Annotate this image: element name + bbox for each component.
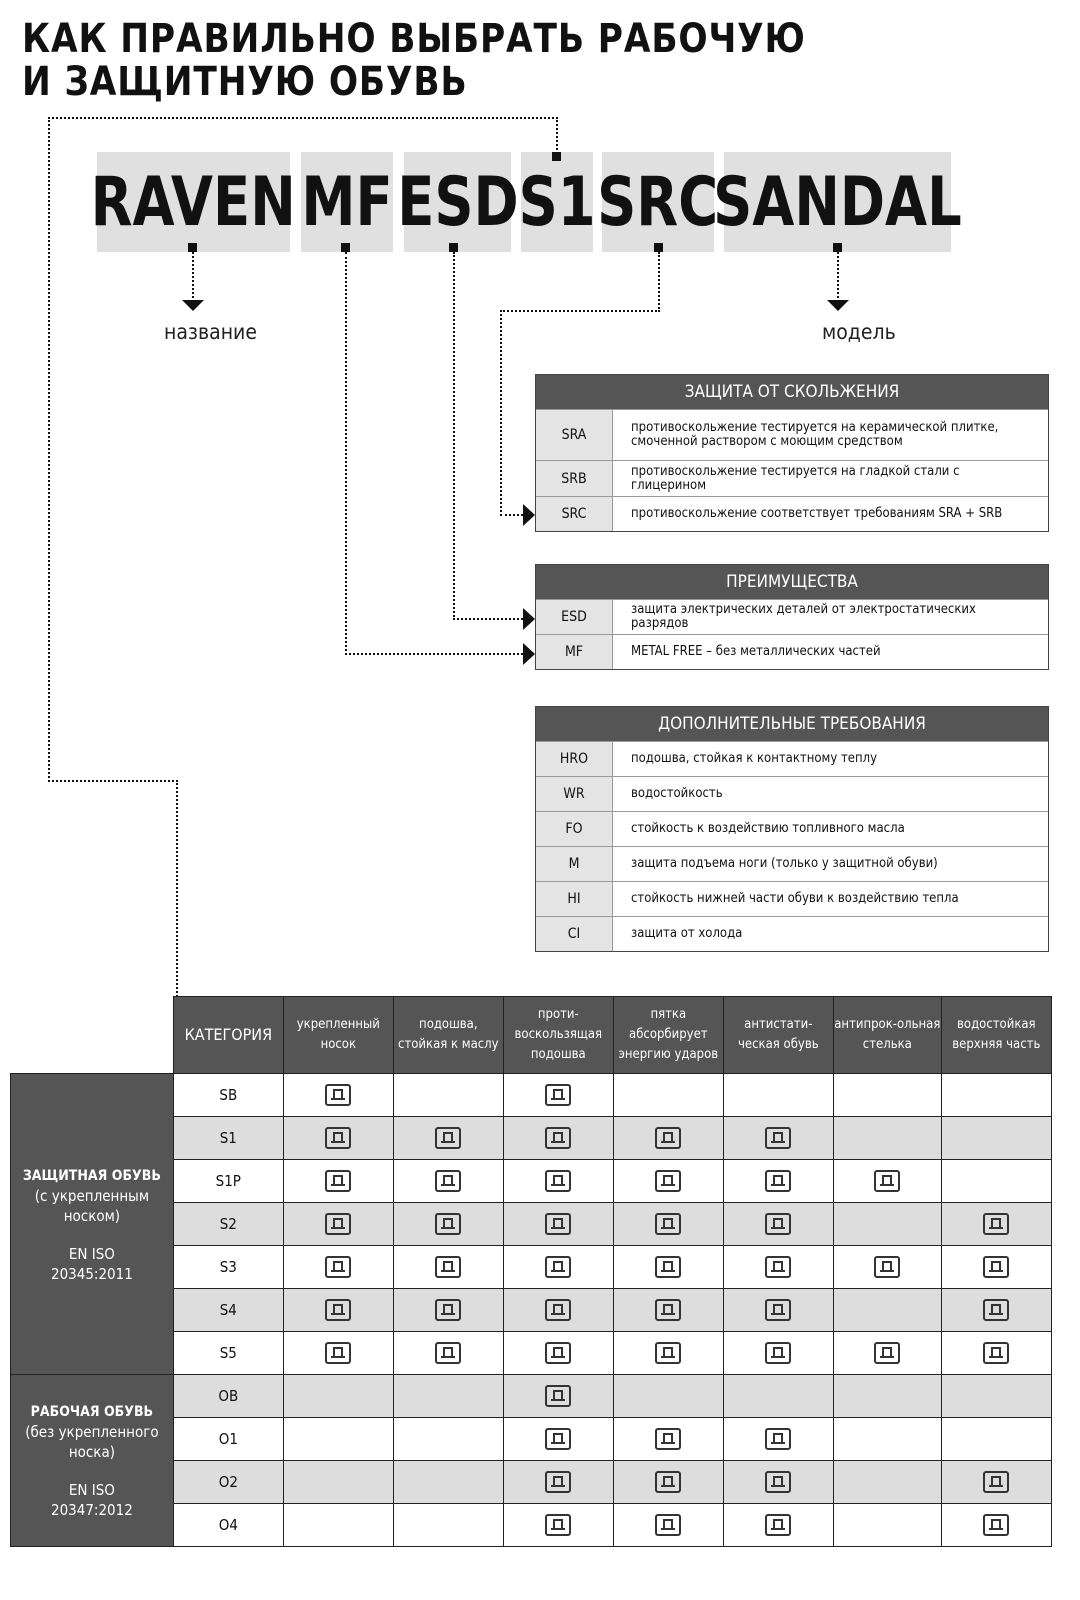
extra-requirements-box [535,706,1049,952]
shoe-feature-icon [325,1084,351,1106]
shoe-feature-icon [325,1213,351,1235]
connector-line [658,252,660,312]
advantage-row [536,634,1048,669]
shoe-feature-icon [655,1471,681,1493]
feature-cell [941,1074,1051,1117]
feature-cell [613,1160,723,1203]
feature-cell [613,1203,723,1246]
label-model: модель [822,320,896,344]
feature-cell [283,1203,393,1246]
shoe-feature-icon [655,1514,681,1536]
shoe-feature-icon [983,1514,1009,1536]
category-cell: SB [173,1074,283,1117]
extra-code: HRO [536,742,613,776]
title-line-2: И ЗАЩИТНУЮ ОБУВЬ [22,59,468,105]
feature-cell [723,1504,833,1547]
code-block-model: SANDAL [724,152,951,252]
feature-cell [393,1203,503,1246]
feature-cell [941,1289,1051,1332]
feature-cell [941,1117,1051,1160]
shoe-feature-icon [983,1213,1009,1235]
feature-cell [393,1160,503,1203]
feature-cell [941,1504,1051,1547]
extra-desc: подошва, стойкая к контактному теплу [631,751,878,766]
shoe-feature-icon [545,1428,571,1450]
table-row [11,1375,1052,1418]
feature-cell [503,1289,613,1332]
column-header: антипрок-ольная стелька [833,997,941,1074]
shoe-feature-icon [765,1342,791,1364]
feature-cell [393,1117,503,1160]
feature-cell [503,1332,613,1375]
connector-dot [341,243,350,252]
connector-line [345,252,347,655]
advantage-code: MF [536,635,613,669]
slip-code: SRA [536,410,613,460]
feature-cell [613,1504,723,1547]
feature-cell [723,1461,833,1504]
feature-cell [833,1418,941,1461]
feature-cell [613,1461,723,1504]
shoe-feature-icon [655,1428,681,1450]
table-body [11,1074,1052,1547]
shoe-feature-icon [765,1256,791,1278]
shoe-feature-icon [545,1385,571,1407]
slip-row [536,409,1048,460]
extra-row [536,846,1048,881]
shoe-feature-icon [765,1299,791,1321]
connector-line [500,514,523,516]
group-title: РАБОЧАЯ ОБУВЬ [30,1404,154,1420]
extra-row [536,881,1048,916]
advantage-row [536,599,1048,634]
category-table [10,996,1052,1547]
shoe-feature-icon [765,1514,791,1536]
feature-cell [613,1418,723,1461]
connector-line [48,780,178,782]
table-header-row [11,997,1052,1074]
shoe-feature-icon [765,1170,791,1192]
shoe-feature-icon [655,1127,681,1149]
shoe-feature-icon [874,1170,900,1192]
connector-line [345,653,523,655]
shoe-feature-icon [983,1299,1009,1321]
shoe-feature-icon [545,1170,571,1192]
group-subtitle: (с укрепленным носком) [34,1186,150,1225]
extra-row [536,916,1048,951]
shoe-feature-icon [983,1256,1009,1278]
shoe-feature-icon [983,1471,1009,1493]
table-corner [11,997,174,1074]
extra-requirements-header: ДОПОЛНИТЕЛЬНЫЕ ТРЕБОВАНИЯ [536,707,1048,741]
feature-cell [833,1160,941,1203]
feature-cell [833,1117,941,1160]
group-subtitle: (без укрепленного носка) [25,1423,159,1461]
feature-cell [503,1418,613,1461]
feature-cell [393,1461,503,1504]
shoe-feature-icon [435,1170,461,1192]
feature-cell [503,1246,613,1289]
shoe-feature-icon [435,1256,461,1278]
category-cell: O2 [173,1461,283,1504]
code-block-name: RAVEN [97,152,290,252]
shoe-feature-icon [325,1256,351,1278]
feature-cell [613,1074,723,1117]
feature-cell [283,1332,393,1375]
connector-line [48,117,50,782]
category-cell: O1 [173,1418,283,1461]
shoe-feature-icon [545,1299,571,1321]
advantage-desc: защита электрических деталей от электростатических разрядов [631,602,976,631]
feature-cell [723,1289,833,1332]
column-header: КАТЕГОРИЯ [173,997,283,1074]
feature-cell [503,1504,613,1547]
column-header: водостойкая верхняя часть [941,997,1051,1074]
feature-cell [393,1289,503,1332]
connector-line [453,252,455,620]
feature-cell [503,1160,613,1203]
category-cell: S3 [173,1246,283,1289]
shoe-feature-icon [435,1127,461,1149]
group-standard: EN ISO 20347:2012 [51,1481,133,1519]
feature-cell [613,1289,723,1332]
shoe-feature-icon [325,1127,351,1149]
feature-cell [723,1117,833,1160]
extra-code: M [536,847,613,881]
shoe-feature-icon [435,1213,461,1235]
shoe-feature-icon [874,1342,900,1364]
feature-cell [833,1461,941,1504]
code-block-src: SRC [602,152,714,252]
connector-dot [449,243,458,252]
category-cell: S5 [173,1332,283,1375]
connector-line [500,310,660,312]
table-row [11,1074,1052,1117]
feature-cell [613,1117,723,1160]
connector-line [837,252,839,298]
feature-cell [613,1246,723,1289]
feature-cell [283,1418,393,1461]
shoe-feature-icon [874,1256,900,1278]
arrow-down-icon [182,300,204,311]
shoe-feature-icon [325,1170,351,1192]
feature-cell [833,1246,941,1289]
category-cell: OB [173,1375,283,1418]
feature-cell [503,1461,613,1504]
column-header: пятка абсорбирует энергию ударов [613,997,723,1074]
feature-cell [283,1504,393,1547]
title-line-1: КАК ПРАВИЛЬНО ВЫБРАТЬ РАБОЧУЮ [22,16,806,62]
code-block-esd: ESD [404,152,511,252]
shoe-feature-icon [655,1342,681,1364]
shoe-feature-icon [545,1213,571,1235]
feature-cell [941,1418,1051,1461]
slip-row [536,496,1048,531]
feature-cell [723,1203,833,1246]
connector-line [453,618,523,620]
category-cell: S2 [173,1203,283,1246]
feature-cell [613,1375,723,1418]
feature-cell [503,1117,613,1160]
feature-cell [833,1289,941,1332]
extra-row [536,811,1048,846]
slip-code: SRC [536,497,613,531]
arrow-right-icon [523,608,535,630]
slip-desc: противоскольжение тестируется на керамической плитке, смоченной раствором с моющим средством [631,420,999,449]
column-header: подошва, стойкая к маслу [393,997,503,1074]
shoe-feature-icon [655,1170,681,1192]
advantage-desc: METAL FREE – без металлических частей [631,644,881,659]
shoe-feature-icon [325,1342,351,1364]
arrow-down-icon [827,300,849,311]
shoe-feature-icon [765,1428,791,1450]
column-header: проти-воскользящая подошва [503,997,613,1074]
feature-cell [941,1160,1051,1203]
label-name: название [164,320,257,344]
feature-cell [941,1375,1051,1418]
feature-cell [833,1332,941,1375]
code-block-mf: MF [301,152,393,252]
connector-line [556,117,558,154]
shoe-feature-icon [545,1471,571,1493]
shoe-feature-icon [435,1342,461,1364]
feature-cell [393,1418,503,1461]
feature-cell [283,1289,393,1332]
feature-cell [833,1074,941,1117]
feature-cell [283,1117,393,1160]
feature-cell [283,1461,393,1504]
feature-cell [833,1375,941,1418]
shoe-feature-icon [545,1342,571,1364]
connector-dot [654,243,663,252]
feature-cell [283,1246,393,1289]
feature-cell [941,1332,1051,1375]
advantages-header: ПРЕИМУЩЕСТВА [536,565,1048,599]
category-cell: S1P [173,1160,283,1203]
slip-row [536,460,1048,496]
extra-row [536,776,1048,811]
shoe-feature-icon [545,1084,571,1106]
feature-cell [833,1504,941,1547]
feature-cell [503,1074,613,1117]
feature-cell [393,1504,503,1547]
extra-desc: стойкость к воздействию топливного масла [631,821,905,836]
feature-cell [941,1461,1051,1504]
extra-desc: защита от холода [631,926,743,941]
feature-cell [393,1375,503,1418]
shoe-feature-icon [545,1514,571,1536]
extra-code: FO [536,812,613,846]
feature-cell [723,1160,833,1203]
feature-cell [941,1203,1051,1246]
connector-line [48,117,558,119]
extra-code: CI [536,917,613,951]
feature-cell [723,1375,833,1418]
feature-cell [941,1246,1051,1289]
feature-cell [283,1160,393,1203]
shoe-feature-icon [655,1256,681,1278]
extra-desc: защита подъема ноги (только у защитной обуви) [631,856,938,871]
feature-cell [503,1203,613,1246]
arrow-right-icon [523,643,535,665]
connector-line [500,310,502,516]
group-label [11,1375,174,1547]
feature-cell [393,1246,503,1289]
connector-dot [188,243,197,252]
column-header: антистати-ческая обувь [723,997,833,1074]
shoe-feature-icon [983,1342,1009,1364]
connector-line [192,252,194,298]
shoe-feature-icon [325,1299,351,1321]
group-label [11,1074,174,1375]
shoe-feature-icon [655,1213,681,1235]
connector-dot [833,243,842,252]
group-standard: EN ISO 20345:2011 [51,1244,133,1283]
extra-code: HI [536,882,613,916]
advantage-code: ESD [536,600,613,634]
extra-row [536,741,1048,776]
feature-cell [393,1074,503,1117]
shoe-feature-icon [765,1471,791,1493]
shoe-feature-icon [655,1299,681,1321]
slip-desc: противоскольжение соответствует требованиям SRA + SRB [631,506,1003,521]
feature-cell [723,1332,833,1375]
shoe-feature-icon [765,1213,791,1235]
feature-cell [283,1375,393,1418]
feature-cell [833,1203,941,1246]
slip-code: SRB [536,461,613,496]
extra-desc: стойкость нижней части обуви к воздействию тепла [631,891,959,906]
shoe-feature-icon [435,1299,461,1321]
extra-code: WR [536,777,613,811]
category-cell: S4 [173,1289,283,1332]
column-header: укрепленный носок [283,997,393,1074]
slip-desc: противоскольжение тестируется на гладкой стали с глицерином [631,463,960,493]
extra-desc: водостойкость [631,786,723,801]
advantages-box [535,564,1049,670]
shoe-feature-icon [765,1127,791,1149]
feature-cell [723,1418,833,1461]
group-title: ЗАЩИТНАЯ ОБУВЬ [22,1167,161,1184]
feature-cell [283,1074,393,1117]
feature-cell [613,1332,723,1375]
category-cell: S1 [173,1117,283,1160]
feature-cell [723,1246,833,1289]
feature-cell [723,1074,833,1117]
slip-protection-header: ЗАЩИТА ОТ СКОЛЬЖЕНИЯ [536,375,1048,409]
shoe-feature-icon [545,1256,571,1278]
category-cell: O4 [173,1504,283,1547]
code-block-s1: S1 [521,152,593,252]
page-title [22,18,806,104]
feature-cell [393,1332,503,1375]
shoe-feature-icon [545,1127,571,1149]
slip-protection-box [535,374,1049,532]
feature-cell [503,1375,613,1418]
arrow-right-icon [523,504,535,526]
